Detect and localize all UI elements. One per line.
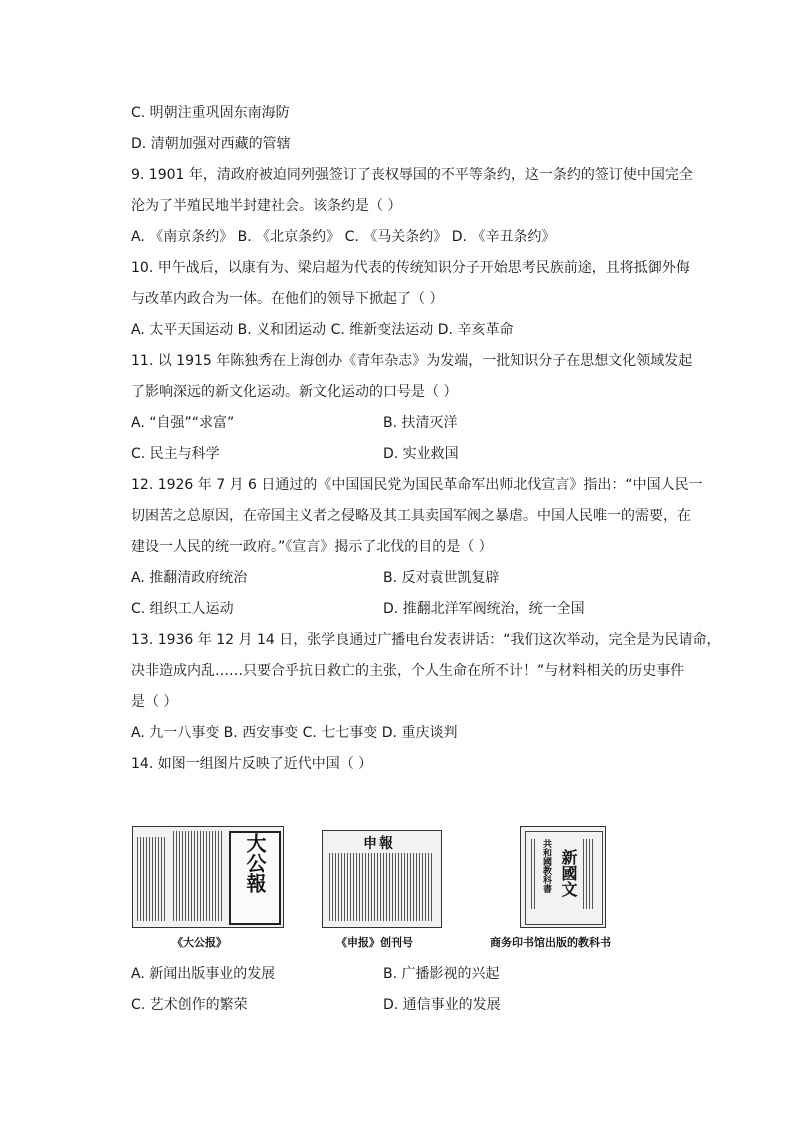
textbook-cover-image — [520, 826, 606, 928]
text-line-q13a: 13. 1936 年 12 月 14 日，张学良通过广播电台发表讲话：“我们这次举动，完全是为民请命， — [131, 632, 721, 648]
text-line-q8d: D. 清朝加强对西藏的管辖 — [131, 136, 291, 152]
option-right-q12ab: B. 反对袁世凯复辟 — [383, 570, 500, 586]
newspaper-image — [132, 826, 284, 928]
caption-dagongbao: 《大公报》 — [172, 936, 227, 949]
figure-dagongbao — [128, 822, 286, 952]
textbook-subtitle: 共和國教科書 — [541, 839, 551, 893]
text-line-q9b: 沦为了半殖民地半封建社会。该条约是（ ） — [131, 198, 402, 214]
option-left-q12cd: C. 组织工人运动 — [131, 601, 234, 617]
text-line-q11a: 11. 以 1915 年陈独秀在上海创办《青年杂志》为发端，一批知识分子在思想文化领域发起 — [131, 353, 693, 369]
figure-textbook — [490, 822, 650, 952]
text-line-q10b: 与改革内政合为一体。在他们的领导下掀起了（ ） — [131, 291, 444, 307]
text-line-q10opts: A. 太平天国运动 B. 义和团运动 C. 维新变法运动 D. 辛亥革命 — [131, 322, 514, 338]
option-left-q14ab: A. 新闻出版事业的发展 — [131, 966, 276, 982]
textbook-title: 新國文 — [559, 849, 578, 897]
caption-shenbao: 《申报》创刊号 — [336, 936, 413, 949]
figure-shenbao — [316, 826, 446, 952]
text-line-q11b: 了影响深远的新文化运动。新文化运动的口号是（ ） — [131, 384, 458, 400]
text-line-q9opts: A. 《南京条约》 B. 《北京条约》 C. 《马关条约》 D. 《辛丑条约》 — [131, 229, 556, 245]
text-line-q12c: 建设一人民的统一政府。”《宣言》揭示了北伐的目的是（ ） — [131, 539, 493, 555]
text-line-q8c: C. 明朝注重巩固东南海防 — [131, 105, 290, 121]
option-left-q12ab: A. 推翻清政府统治 — [131, 570, 248, 586]
text-line-q13c: 是（ ） — [131, 694, 178, 710]
caption-textbook: 商务印书馆出版的教科书 — [490, 936, 611, 949]
option-right-q12cd: D. 推翻北洋军阀统治，统一全国 — [383, 601, 585, 617]
option-right-q14cd: D. 通信事业的发展 — [383, 997, 501, 1013]
option-left-q11ab: A. “自强”“求富” — [131, 415, 235, 431]
text-line-q12b: 切困苦之总原因，在帝国主义者之侵略及其工具卖国军阀之暴虐。中国人民唯一的需要，在 — [131, 508, 691, 524]
newspaper-image — [322, 830, 442, 928]
option-right-q14ab: B. 广播影视的兴起 — [383, 966, 500, 982]
masthead-shenbao: 申報 — [363, 836, 395, 852]
text-line-q14: 14. 如图一组图片反映了近代中国（ ） — [131, 756, 373, 772]
text-line-q9a: 9. 1901 年，清政府被迫同列强签订了丧权辱国的不平等条约，这一条约的签订使中国完全 — [131, 167, 693, 183]
option-left-q14cd: C. 艺术创作的繁荣 — [131, 997, 248, 1013]
text-line-q10a: 10. 甲午战后，以康有为、梁启超为代表的传统知识分子开始思考民族前途，且将抵御外侮 — [131, 260, 690, 276]
text-line-q12a: 12. 1926 年 7 月 6 日通过的《中国国民党为国民革命军出师北伐宣言》指出：“中国人民一 — [131, 477, 703, 493]
option-right-q11cd: D. 实业救国 — [383, 446, 459, 462]
option-right-q11ab: B. 扶清灭洋 — [383, 415, 458, 431]
text-line-q13b: 决非造成内乱……只要合乎抗日救亡的主张，个人生命在所不计！”与材料相关的历史事件 — [131, 663, 685, 679]
text-line-q13opts: A. 九一八事变 B. 西安事变 C. 七七事变 D. 重庆谈判 — [131, 725, 458, 741]
option-left-q11cd: C. 民主与科学 — [131, 446, 220, 462]
figure-group — [128, 822, 648, 952]
masthead-dagongbao: 大公報 — [243, 833, 267, 893]
